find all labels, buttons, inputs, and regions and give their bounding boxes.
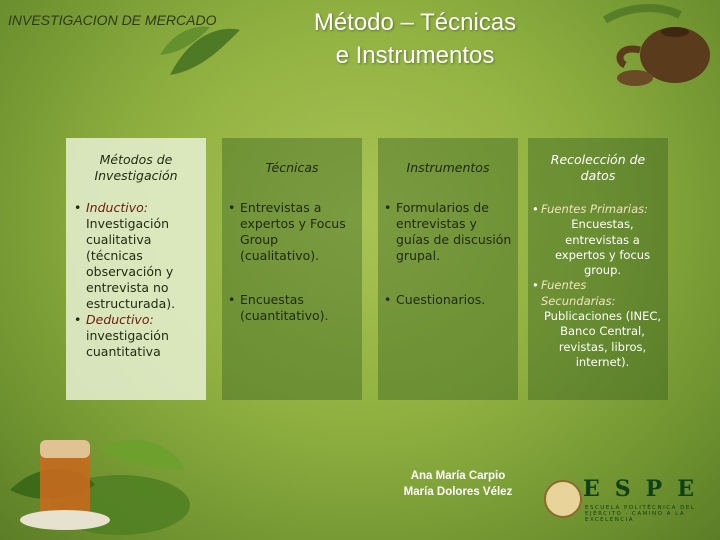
bullet-icon: • [228,200,236,215]
column-techniques [222,138,362,400]
bullet-icon: • [532,202,539,216]
column-body [528,202,668,370]
authors [388,468,528,500]
column-heading: Instrumentos [406,160,490,175]
column-data-collection [528,138,668,400]
item-text: Cuestionarios. [396,292,486,307]
column-heading: Métodos de Investigación [94,152,178,183]
column-body [66,200,206,360]
list-item [74,312,202,360]
title-line-2: e Instrumentos [335,42,495,69]
author-name: María Dolores Vélez [403,486,513,498]
list-item [228,292,358,324]
column-body [378,200,518,308]
slide-subject-label: INVESTIGACION DE MERCADO [8,12,217,28]
column-methods [66,138,206,400]
item-text: Entrevistas a expertos y Focus Group (cualitativo). [240,200,346,263]
list-item [384,292,514,308]
item-term: Deductivo: [86,312,154,327]
title-line-1: Método – Técnicas [313,9,517,36]
teapot-icon [600,0,720,95]
item-text: Encuestas, entrevistas a expertos y focus group. [554,217,651,278]
bullet-icon: • [384,200,392,215]
tea-glass-icon [0,410,190,540]
list-item [532,278,664,370]
list-item [228,200,358,264]
item-text: Investigación cualitativa (técnicas observación y entrevista no estructurada). [86,216,176,311]
column-heading: Técnicas [265,160,319,175]
list-item [532,202,664,278]
bullet-icon: • [532,278,539,293]
bullet-icon: • [228,292,236,307]
university-seal-icon [544,480,582,518]
column-body [222,200,362,324]
bullet-icon: • [74,312,82,327]
item-term: Fuentes Primarias: [541,202,648,216]
bullet-icon: • [384,292,392,307]
item-text: Encuestas (cuantitativo). [240,292,329,323]
brand-logo: ESPE [583,476,709,502]
slide-title [250,6,580,72]
item-text: Publicaciones (INEC, Banco Central, revistas, libros, internet). [543,309,662,369]
list-item [384,200,514,264]
bullet-icon: • [74,200,82,215]
item-term: Inductivo: [86,200,148,215]
item-text: investigación cuantitativa [86,328,169,359]
item-term: Fuentes Secundarias: [541,278,616,308]
list-item [74,200,202,312]
column-instruments [378,138,518,400]
author-name: Ana María Carpio [410,470,506,482]
column-heading: Recolección de datos [550,152,646,183]
brand-subtitle: ESCUELA POLITÉCNICA DEL EJÉRCITO · CAMINO A LA EXCELENCIA [585,505,696,523]
item-text: Formularios de entrevistas y guías de discusión grupal. [396,200,512,263]
